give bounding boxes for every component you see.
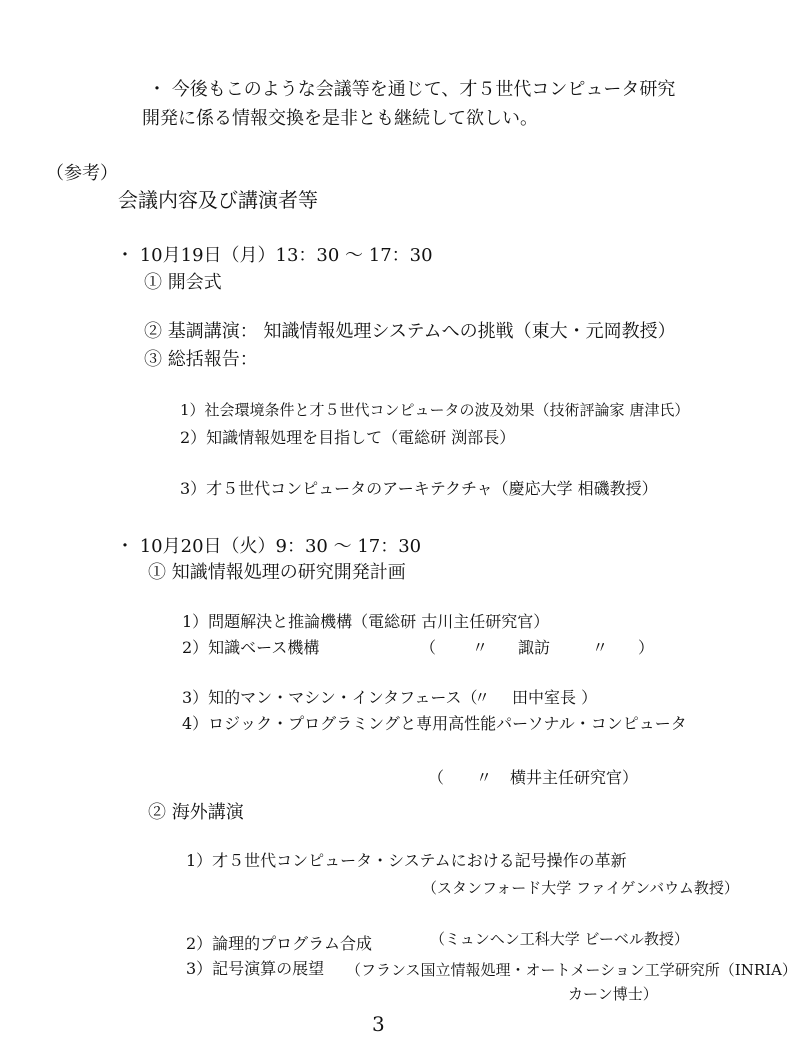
day1-sub-3: 3）才５世代コンピュータのアーキテクチャ（慶応大学 相磯教授） xyxy=(180,479,658,498)
overseas-talk-2: 2）論理的プログラム合成 xyxy=(186,934,373,953)
reference-label: （参考） xyxy=(46,163,118,184)
overseas-talk-3: 3）記号演算の展望 xyxy=(186,959,325,978)
day1-item-summary: ③ 総括報告： xyxy=(144,349,258,370)
intro-line-1: ・ 今後もこのような会議等を通じて、才５世代コンピュータ研究 xyxy=(148,79,676,100)
day2-sub-2-paren-open: （ xyxy=(420,638,437,657)
overseas-talk-1: 1）才５世代コンピュータ・システムにおける記号操作の革新 xyxy=(186,851,627,870)
overseas-talk-3-affiliation: （フランス国立情報処理・オートメーション工学研究所（INRIA） xyxy=(346,961,797,979)
day2-sub-3-ditto: 〃 xyxy=(474,688,491,707)
day2-sub-4-ditto: 〃 xyxy=(476,768,493,787)
day2-sub-3-name: 田中室長 ） xyxy=(512,688,598,707)
day1-sub-2: 2）知識情報処理を目指して（電総研 渕部長） xyxy=(180,428,516,447)
day2-sub-2-label: 2）知識ベース機構 xyxy=(182,638,320,657)
reference-heading: 会議内容及び講演者等 xyxy=(118,188,318,212)
day2-item-plan: ① 知識情報処理の研究開発計画 xyxy=(148,562,406,583)
day2-item-overseas: ② 海外講演 xyxy=(148,802,244,823)
day2-sub-2-ditto: 〃 xyxy=(472,638,489,657)
day1-item-keynote: ② 基調講演： 知識情報処理システムへの挑戦（東大・元岡教授） xyxy=(144,321,676,342)
day1-date: ・ 10月19日（月）13：30 ～ 17：30 xyxy=(116,245,433,266)
overseas-talk-2-affiliation: （ミュンヘン工科大学 ビーベル教授） xyxy=(430,930,689,948)
page-number: 3 xyxy=(372,1012,385,1036)
intro-line-2: 開発に係る情報交換を是非とも継続して欲しい。 xyxy=(142,108,538,129)
day2-sub-2-ditto-2: 〃 xyxy=(592,638,609,657)
day2-sub-4: 4）ロジック・プログラミングと専用高性能パーソナル・コンピュータ xyxy=(182,714,687,733)
day1-sub-1: 1）社会環境条件と才５世代コンピュータの波及効果（技術評論家 唐津氏） xyxy=(180,401,690,419)
day2-sub-2-paren-close: ） xyxy=(638,638,655,657)
day2-sub-4-name: 横井主任研究官） xyxy=(510,768,639,787)
overseas-talk-1-affiliation: （スタンフォード大学 ファイゲンバウム教授） xyxy=(422,879,739,897)
day2-sub-2-name: 諏訪 xyxy=(518,638,551,657)
day1-item-opening: ① 開会式 xyxy=(144,272,222,293)
day2-sub-1: 1）問題解決と推論機構（電総研 古川主任研究官） xyxy=(182,612,550,631)
overseas-talk-3-name: カーン博士） xyxy=(568,985,658,1003)
day2-sub-4-paren-open: （ xyxy=(428,768,445,787)
day2-sub-3-label: 3）知的マン・マシン・インタフェース（ xyxy=(182,688,478,707)
day2-date: ・ 10月20日（火）9：30 ～ 17：30 xyxy=(116,536,422,557)
